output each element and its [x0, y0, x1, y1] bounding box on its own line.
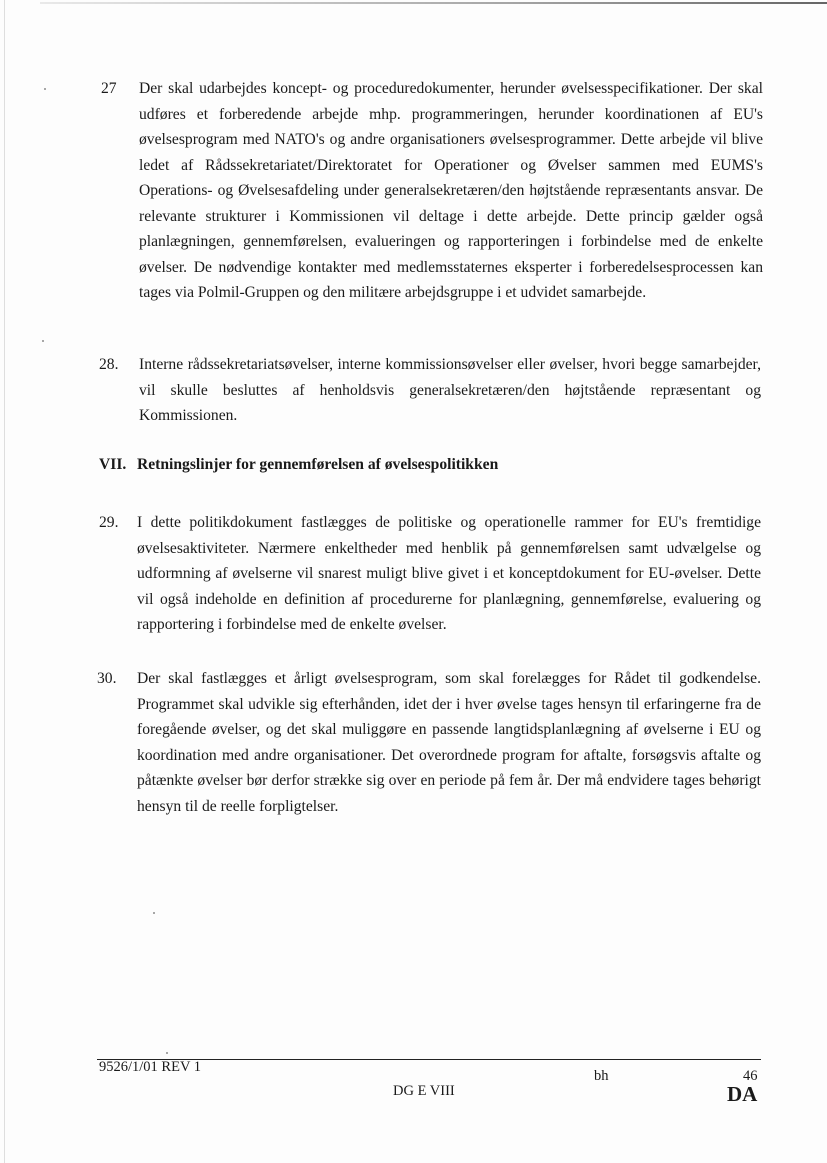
paragraph-text: Der skal fastlægges et årligt øvelsesprogram, som skal forelægges for Rådet til godkendelse. Programmet skal udvikle sig efterhånden, idet der i hver øvelse tages hensyn til erfaringerne fra de foregående øvelser, og det skal muliggøre en passende langtidsplanlægning af øvelserne i EU og koordination med andre organisationer. Det overordnede program for aftalte, forsøgsvis aftalte og påtænkte øvelser bør derfor strække sig over en periode på fem år. Der må endvidere tages behørigt hensyn til de reelle forpligtelser. [137, 670, 761, 815]
scan-artifact-top [40, 2, 827, 4]
paragraph-text: Interne rådssekretariatsøvelser, interne kommissionsøvelser eller øvelser, hvori begge samarbejder, vil skulle besluttes af henholdsvis generalsekretæren/den højtstående repræsentant og Kommissionen. [139, 356, 761, 424]
language-code: DA [727, 1082, 758, 1106]
scan-speck [153, 912, 155, 914]
paragraph-28 [99, 352, 763, 432]
paragraph-text: I dette politikdokument fastlægges de politiske og operationelle rammer for EU's fremtidige øvelsesaktiviteter. Nærmere enkeltheder med henblik på gennemførelsen samt udvælgelse og udformning af øvelserne vil snarest muligt blive givet i et konceptdokument for EU-øvelser. Dette vil også indeholde en definition af procedurerne for planlægning, gennemførelse, evaluering og rapportering i forbindelse med de enkelte øvelser. [137, 514, 761, 633]
paragraph-number: 27 [101, 80, 117, 97]
author-initials: bh [594, 1068, 609, 1084]
paragraph-text: Der skal udarbejdes koncept- og proceduredokumenter, herunder øvelsesspecifikationer. Der skal udføres et forberedende arbejde mhp. programmeringen, herunder koordinationen af EU's øvelsesprogram med NATO's og andre organisationers øvelsesprogrammer. Dette arbejde vil blive ledet af Rådssekretariatet/Direktoratet for Operationer og Øvelser sammen med EUMS's Operations- og Øvelsesafdeling under generalsekretæren/den højtstående repræsentants ansvar. De relevante strukturer i Kommissionen vil deltage i dette arbejde. Dette princip gælder også planlægningen, gennemførelsen, evalueringen og rapporteringen i forbindelse med de enkelte øvelser. De nødvendige kontakter med medlemsstaternes eksperter i forberedelsesprocessen kan tages via Polmil-Gruppen og den militære arbejdsgruppe i et udvidet samarbejde. [139, 80, 763, 301]
section-number: VII. [99, 456, 127, 473]
paragraph-30 [97, 666, 763, 826]
section-heading [99, 456, 498, 474]
section-title: Retningslinjer for gennemførelsen af øvelsespolitikken [137, 456, 499, 473]
scan-speck [44, 88, 46, 90]
scan-artifact-left [4, 0, 5, 1163]
paragraph-number: 30. [97, 670, 117, 687]
paragraph-number: 28. [99, 356, 119, 373]
scan-speck [166, 1052, 168, 1054]
directorate-label: DG E VIII [393, 1083, 455, 1099]
scan-speck [42, 340, 44, 342]
page-number: 46 [743, 1068, 758, 1084]
paragraph-number: 29. [99, 514, 119, 531]
document-reference: 9526/1/01 REV 1 [99, 1059, 202, 1075]
paragraph-27 [101, 76, 765, 326]
paragraph-29 [99, 510, 763, 640]
